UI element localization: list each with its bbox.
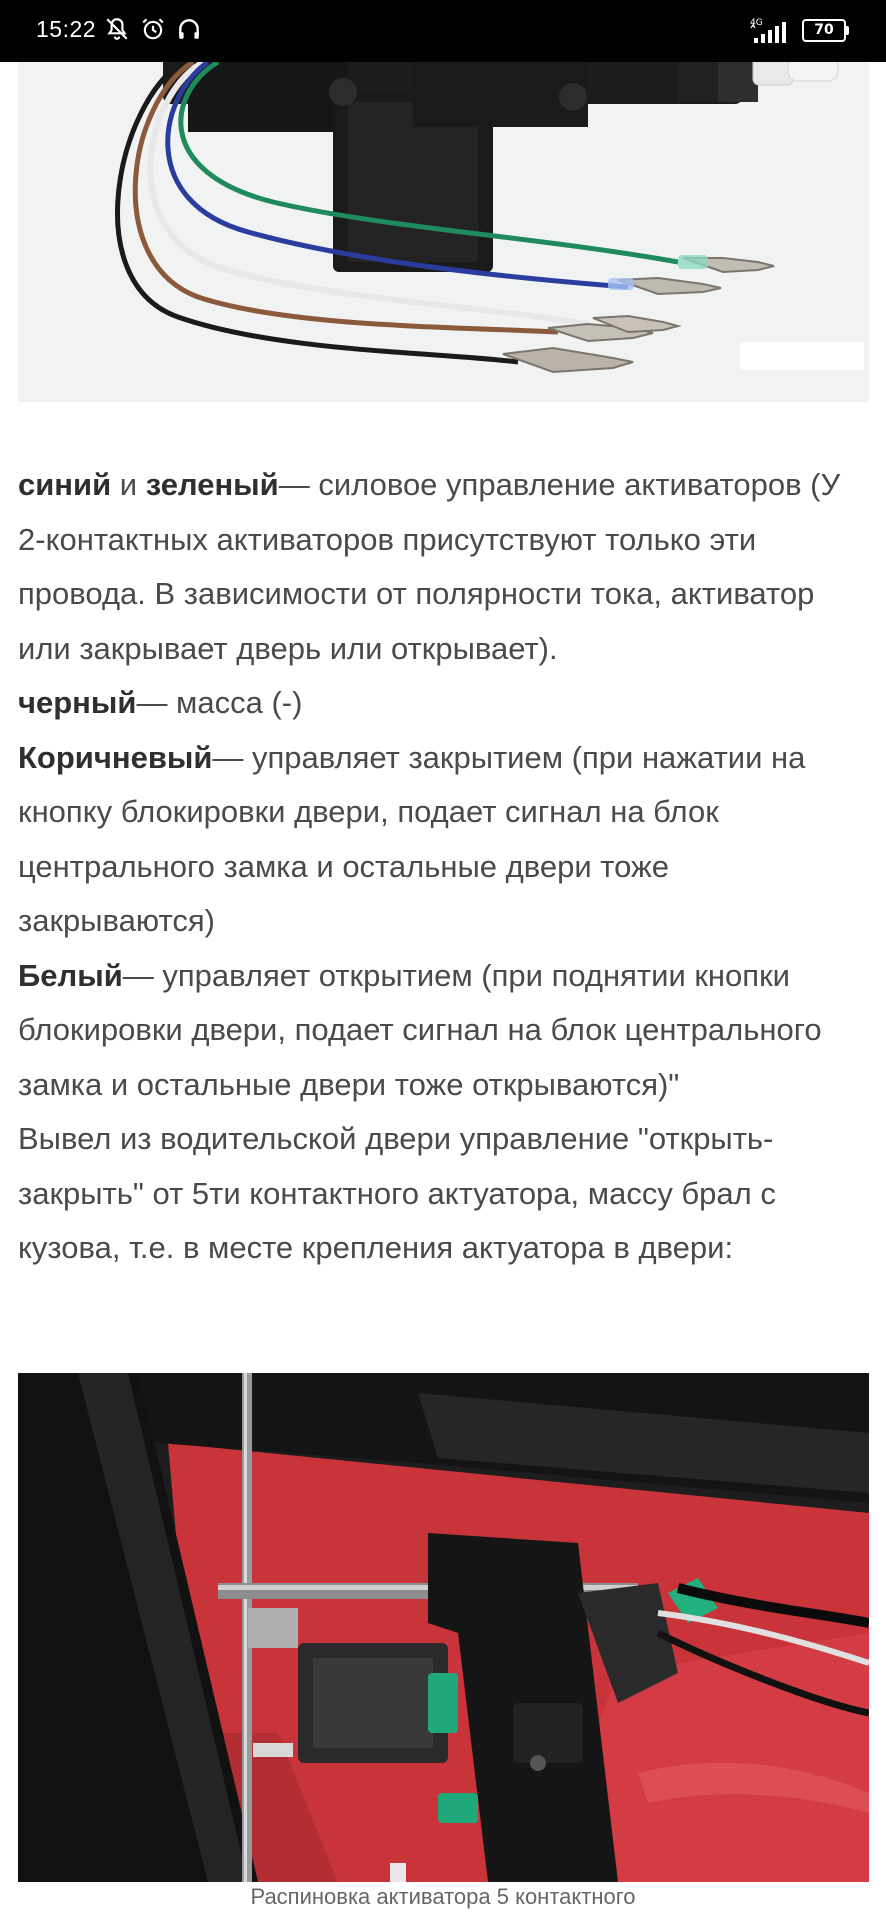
wire-label-brown: Коричневый [18,739,213,775]
actuator-image [18,62,869,402]
network-type: 4G [750,18,763,28]
wire-label-green: зеленый [145,467,279,502]
text-fragment: — масса (-) [136,685,303,720]
status-icons-left [104,16,202,42]
paragraph-white [18,949,874,1113]
wire-label-black: черный [18,685,137,720]
wire-label-white: Белый [18,957,123,993]
text-fragment: — силовое управление активаторов (У 2-контактных активаторов присутствуют только эти провода. В зависимости от полярности тока, активатор или закрывает дверь или открывает). [18,467,841,666]
headphones-icon [176,16,202,42]
image-caption: Распиновка активатора 5 контактного [250,1884,636,1909]
status-icons-right [750,14,846,46]
paragraph-brown [18,731,874,949]
status-time: 15:22 [36,16,97,42]
paragraph-blue-green [18,458,874,676]
paragraph-black [18,676,874,731]
battery-level: 70 [814,22,834,38]
text-fragment: — управляет открытием (при поднятии кнопки блокировки двери, подает сигнал на блок центрального замка и остальные двери тоже открываются)" [18,957,822,1102]
wire-label-blue: синий [18,467,112,502]
paragraph-description: Вывел из водительской двери управление "открыть-закрыть" от 5ти контактного актуатора, массу брал с кузова, т.е. в месте крепления актуатора в двери: [18,1121,776,1265]
text-fragment: — управляет закрытием (при нажатии на кнопку блокировки двери, подает сигнал на блок центрального замка и остальные двери тоже закрываются) [18,739,806,938]
battery-icon [802,19,846,42]
status-bar [0,0,886,62]
door-photo [18,1373,869,1882]
alarm-icon [140,16,166,42]
signal-icon [750,14,792,46]
article-text [18,458,874,1276]
text-fragment: и [111,467,146,502]
notifications-off-icon [104,16,130,42]
